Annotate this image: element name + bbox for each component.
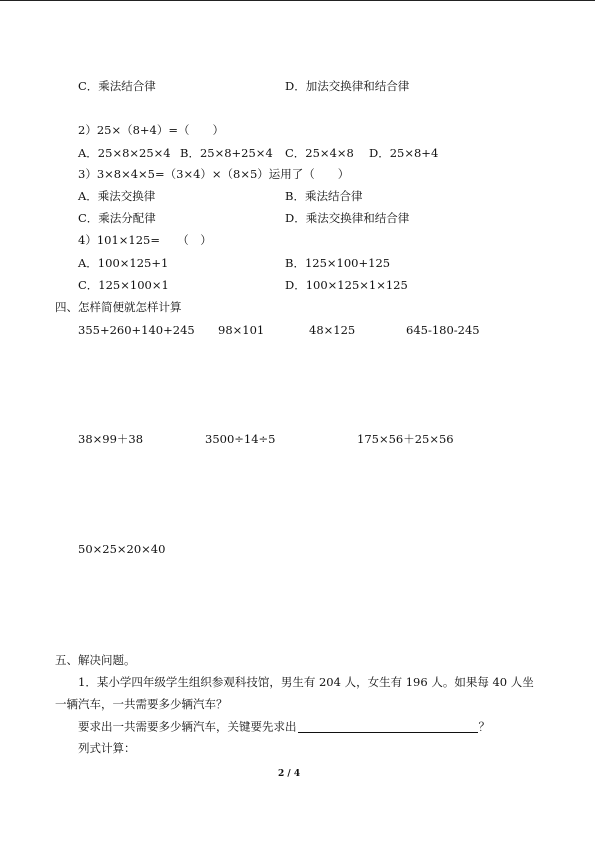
problem-1-text-cont: 一辆汽车，一共需要多少辆汽车？ <box>55 697 228 711</box>
q3-option-a: A．乘法交换律 <box>78 189 156 203</box>
calc-expression: 645-180-245 <box>406 323 480 337</box>
q4-stem: 4）101×125= （ ） <box>78 233 212 247</box>
calc-expression: 98×101 <box>218 323 265 337</box>
calc-expression: 48×125 <box>309 323 356 337</box>
q4-option-d: D．100×125×1×125 <box>285 278 408 292</box>
section-4-title: 四、怎样简便就怎样计算 <box>55 300 182 314</box>
q2-stem: 2）25×（8+4）=（ ） <box>78 123 224 137</box>
q4-option-a: A．100×125+1 <box>78 256 169 270</box>
q3-option-d: D．乘法交换律和结合律 <box>285 211 410 225</box>
q4-option-c: C．125×100×1 <box>78 278 169 292</box>
calc-expression: 50×25×20×40 <box>78 542 166 556</box>
calc-expression: 175×56＋25×56 <box>357 432 454 446</box>
problem-1-text: 1．某小学四年级学生组织参观科技馆，男生有 204 人，女生有 196 人。如果每 40 人坐 <box>78 675 534 689</box>
q2-option-d: D．25×8+4 <box>369 146 439 160</box>
q2-option-a: A．25×8×25×4 <box>78 146 171 160</box>
answer-prompt <box>78 721 490 733</box>
section-5-title: 五、解决问题。 <box>55 653 136 667</box>
answer-blank[interactable] <box>298 721 478 733</box>
formula-label: 列式计算： <box>78 741 136 755</box>
q1-option-d: D．加法交换律和结合律 <box>285 79 410 93</box>
answer-prompt-end: ？ <box>478 719 490 734</box>
calc-expression: 3500÷14÷5 <box>205 432 276 446</box>
page-top-border <box>0 0 595 1</box>
page-number: 2 / 4 <box>278 769 301 779</box>
q4-option-b: B．125×100+125 <box>285 256 391 270</box>
q3-option-b: B．乘法结合律 <box>285 189 363 203</box>
calc-expression: 38×99＋38 <box>78 432 144 446</box>
q3-stem: 3）3×8×4×5=（3×4）×（8×5）运用了（ ） <box>78 167 350 181</box>
q2-option-b: B．25×8+25×4 <box>180 146 273 160</box>
answer-prompt-text: 要求出一共需要多少辆汽车，关键要先求出 <box>78 719 297 734</box>
q2-option-c: C．25×4×8 <box>285 146 354 160</box>
q1-option-c: C．乘法结合律 <box>78 79 156 93</box>
calc-expression: 355+260+140+245 <box>78 323 195 337</box>
q3-option-c: C．乘法分配律 <box>78 211 156 225</box>
